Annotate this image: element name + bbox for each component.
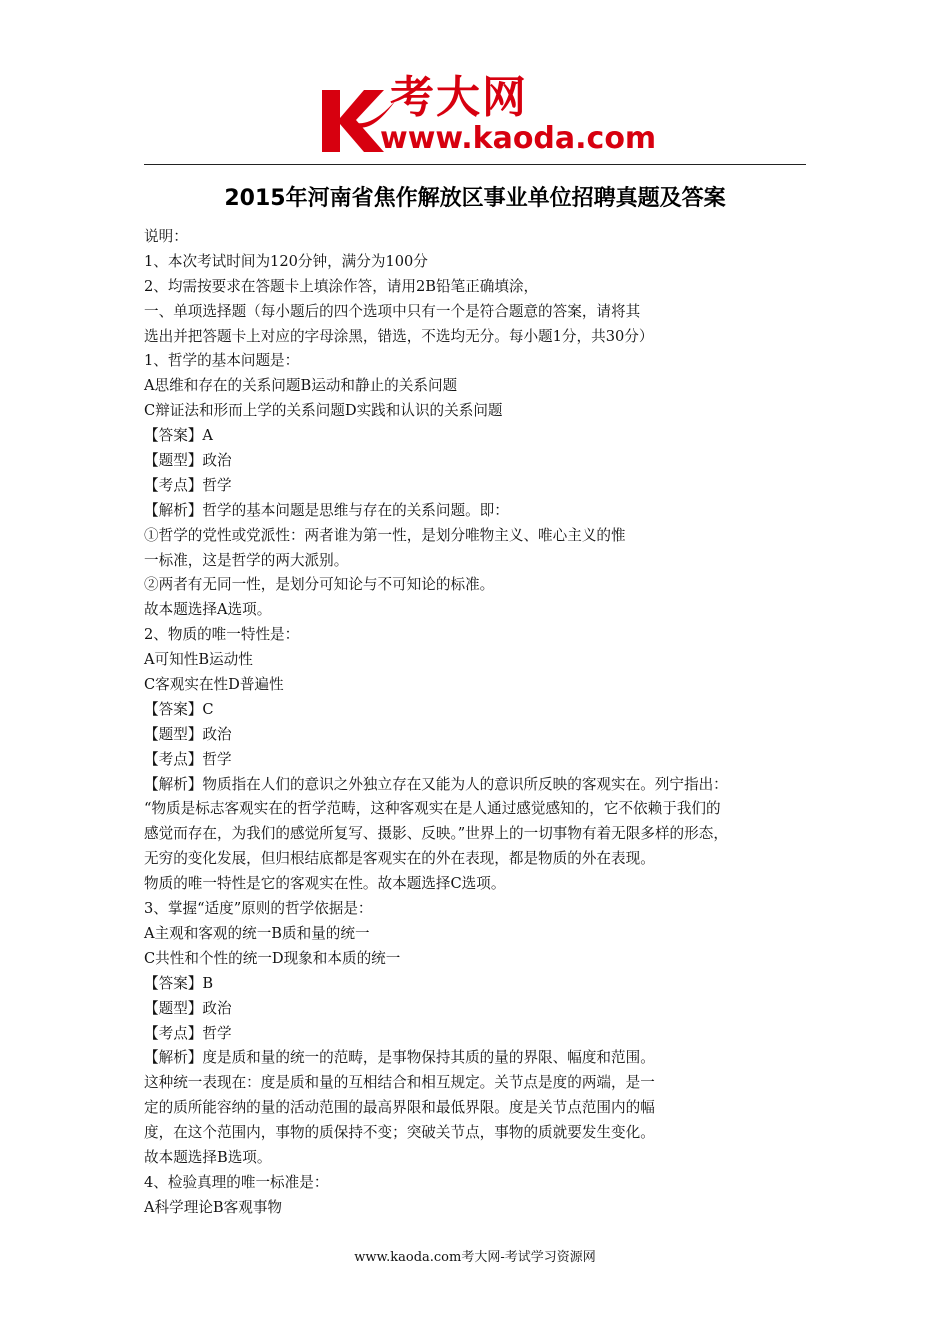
body-line: 物质的唯一特性是它的客观实在性。故本题选择C选项。 — [144, 875, 506, 893]
body-line: 故本题选择B选项。 — [144, 1148, 272, 1166]
question-4: 4、检验真理的唯一标准是： — [144, 1173, 329, 1191]
body-line: A可知性B运动性 — [144, 651, 253, 669]
body-line: C共性和个性的统一D现象和本质的统一 — [144, 949, 401, 967]
page-footer: www.kaoda.com考大网-考试学习资源网 — [354, 1250, 596, 1265]
body-line: 度，在这个范围内，事物的质保持不变；突破关节点，事物的质就要发生变化。 — [144, 1124, 655, 1142]
logo-brand-text: 考大网 — [390, 72, 528, 123]
analysis-line: 【解析】物质指在人们的意识之外独立存在又能为人的意识所反映的客观实在。列宁指出： — [144, 775, 728, 793]
question-2: 2、物质的唯一特性是： — [144, 626, 300, 644]
body-line: C辩证法和形而上学的关系问题D实践和认识的关系问题 — [144, 402, 503, 420]
body-line: A科学理论B客观事物 — [144, 1198, 283, 1216]
body-line: 定的质所能容纳的量的活动范围的最高界限和最低界限。度是关节点范围内的幅 — [144, 1099, 655, 1117]
body-line: 故本题选择A选项。 — [144, 601, 272, 619]
body-line: “物质是标志客观实在的哲学范畴，这种客观实在是人通过感觉感知的，它不依赖于我们的 — [144, 800, 721, 818]
body-line: 一标准，这是哲学的两大派别。 — [144, 551, 349, 569]
document-body — [144, 225, 814, 1221]
question-3: 3、掌握“适度”原则的哲学依据是： — [144, 900, 373, 918]
answer-line: 【答案】C — [144, 700, 214, 718]
analysis-line: 【解析】哲学的基本问题是思维与存在的关系问题。即： — [144, 501, 509, 519]
body-line: 一、单项选择题（每小题后的四个选项中只有一个是符合题意的答案，请将其 — [144, 302, 641, 320]
question-1: 1、哲学的基本问题是： — [144, 352, 300, 370]
body-line: 这种统一表现在：度是质和量的互相结合和相互规定。关节点是度的两端，是一 — [144, 1074, 655, 1092]
body-line: 【题型】政治 — [144, 452, 232, 470]
body-line: 选出并把答题卡上对应的字母涂黑，错选，不选均无分。每小题1分，共30分） — [144, 327, 654, 345]
body-line: 【考点】哲学 — [144, 476, 232, 494]
body-line: A思维和存在的关系问题B运动和静止的关系问题 — [144, 377, 458, 395]
kaoda-logo[interactable] — [318, 72, 657, 158]
body-line: 【题型】政治 — [144, 999, 232, 1017]
body-line: 2、均需按要求在答题卡上填涂作答，请用2B铅笔正确填涂， — [144, 277, 539, 295]
answer-line: 【答案】A — [144, 427, 213, 445]
body-line: 说明： — [144, 228, 188, 245]
logo-url-text: www.kaoda.com — [380, 121, 657, 156]
body-line: C客观实在性D普遍性 — [144, 676, 284, 694]
body-line: 感觉而存在，为我们的感觉所复写、摄影、反映。”世界上的一切事物有着无限多样的形态， — [144, 825, 728, 843]
analysis-line: 【解析】度是质和量的统一的范畴，是事物保持其质的量的界限、幅度和范围。 — [144, 1049, 655, 1067]
answer-line: 【答案】B — [144, 974, 214, 992]
body-line: 1、本次考试时间为120分钟，满分为100分 — [144, 252, 428, 270]
body-line: 无穷的变化发展，但归根结底都是客观实在的外在表现，都是物质的外在表现。 — [144, 850, 655, 868]
body-line: ①哲学的党性或党派性：两者谁为第一性，是划分唯物主义、唯心主义的惟 — [144, 526, 626, 544]
body-line: 【考点】哲学 — [144, 1024, 232, 1042]
body-line: ②两者有无同一性，是划分可知论与不可知论的标准。 — [144, 576, 495, 594]
body-line: 【题型】政治 — [144, 725, 232, 743]
header-divider — [144, 164, 806, 165]
document-title: 2015年河南省焦作解放区事业单位招聘真题及答案 — [224, 186, 726, 211]
body-line: A主观和客观的统一B质和量的统一 — [144, 924, 370, 942]
body-line: 【考点】哲学 — [144, 750, 232, 768]
